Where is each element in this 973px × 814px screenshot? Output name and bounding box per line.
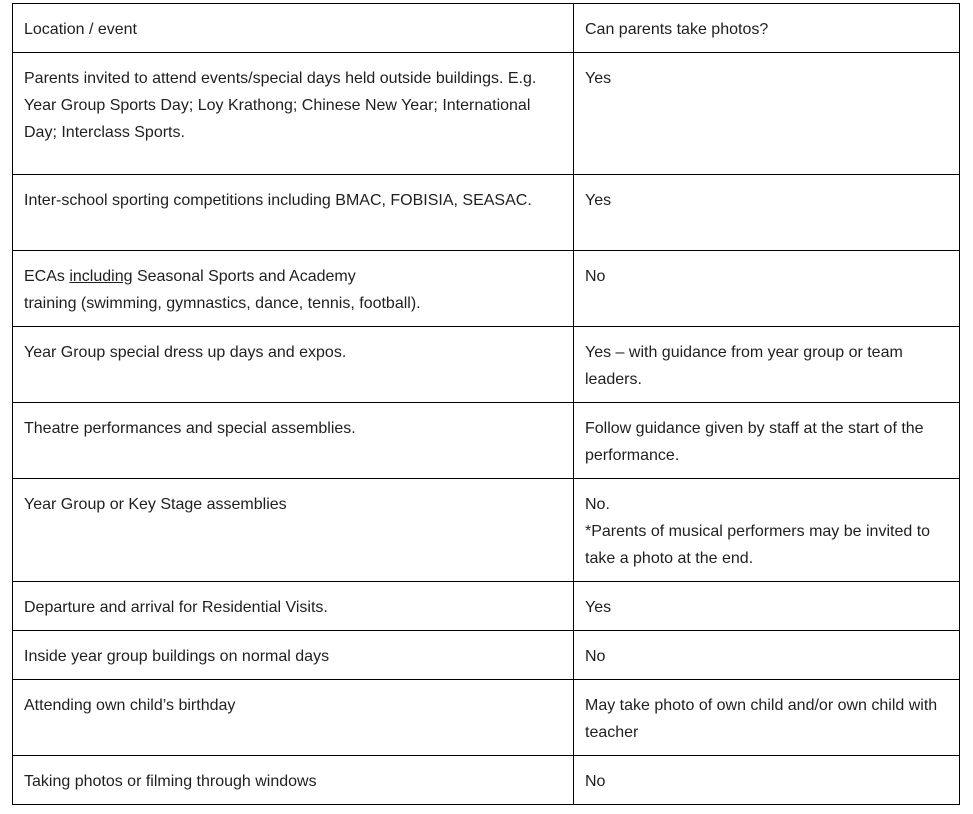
table-row [13, 680, 960, 756]
header-can-parents-take-photos: Can parents take photos? [574, 4, 960, 53]
table-row [13, 327, 960, 403]
table-row [13, 251, 960, 327]
answer-cell: May take photo of own child and/or own child with teacher [574, 680, 960, 756]
location-cell: Parents invited to attend events/special days held outside buildings. E.g. Year Group Sports Day; Loy Krathong; Chinese New Year; International Day; Interclass Sports. [13, 53, 574, 175]
location-cell: Taking photos or filming through windows [13, 756, 574, 805]
table-row [13, 631, 960, 680]
location-cell: Theatre performances and special assemblies. [13, 403, 574, 479]
table-row [13, 403, 960, 479]
table-row [13, 53, 960, 175]
location-cell: Departure and arrival for Residential Visits. [13, 582, 574, 631]
answer-cell: Follow guidance given by staff at the start of the performance. [574, 403, 960, 479]
table-header-row [13, 4, 960, 53]
answer-cell: No [574, 756, 960, 805]
answer-text-line1: No. [585, 496, 610, 513]
table-row [13, 175, 960, 251]
answer-text-line2: *Parents of musical performers may be invited to take a photo at the end. [585, 523, 931, 567]
location-text-prefix: ECAs [24, 268, 70, 285]
table-row [13, 582, 960, 631]
location-cell: Inside year group buildings on normal days [13, 631, 574, 680]
underlined-word: including [69, 268, 133, 285]
location-cell: Attending own child’s birthday [13, 680, 574, 756]
answer-cell: No [574, 631, 960, 680]
location-cell [13, 251, 574, 327]
answer-cell [574, 479, 960, 582]
table-row [13, 479, 960, 582]
answer-cell: No [574, 251, 960, 327]
table-row [13, 756, 960, 805]
location-text-line2: training (swimming, gymnastics, dance, tennis, football). [24, 295, 421, 312]
location-cell: Year Group special dress up days and expos. [13, 327, 574, 403]
photo-policy-table [12, 3, 960, 805]
location-text-mid: Seasonal Sports and Academy [132, 268, 356, 285]
answer-cell: Yes [574, 582, 960, 631]
answer-cell: Yes [574, 53, 960, 175]
location-cell: Year Group or Key Stage assemblies [13, 479, 574, 582]
answer-cell: Yes [574, 175, 960, 251]
header-location-event: Location / event [13, 4, 574, 53]
answer-cell: Yes – with guidance from year group or team leaders. [574, 327, 960, 403]
location-cell: Inter-school sporting competitions including BMAC, FOBISIA, SEASAC. [13, 175, 574, 251]
